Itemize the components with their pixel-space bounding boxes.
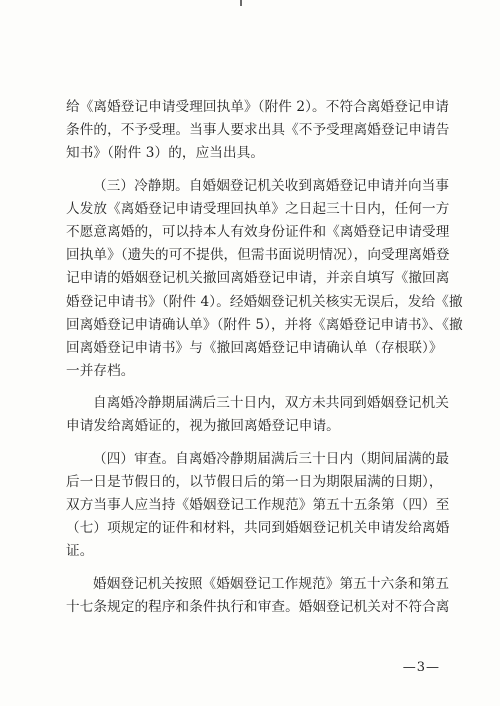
- text-line: 自离婚冷静期届满后三十日内，双方未共同到婚姻登记机关: [93, 395, 450, 412]
- text-line: 条件的，不予受理。当事人要求出具《不予受理离婚登记申请告: [66, 122, 450, 139]
- text-line: 婚姻登记机关按照《婚姻登记工作规范》第五十六条和第五: [93, 575, 450, 592]
- text-line: 婚登记申请书》（附件 4）。经婚姻登记机关核实无误后，发给《撤: [66, 293, 463, 310]
- text-line: 知书》（附件 3）的，应当出具。: [66, 145, 265, 162]
- text-line: 一并存档。: [66, 363, 135, 380]
- text-line: （七）项规定的证件和材料，共同到婚姻登记机关申请发给离婚: [66, 520, 450, 537]
- text-line: （四）审查。自离婚冷静期届满后三十日内（期间届满的最: [93, 450, 450, 467]
- text-line: 双方当事人应当持《婚姻登记工作规范》第五十五条第（四）至: [66, 497, 450, 513]
- text-line: 十七条规定的程序和条件执行和审查。婚姻登记机关对不符合离: [66, 598, 450, 615]
- text-line: 证。: [66, 543, 94, 560]
- binding-mark: [240, 0, 242, 6]
- text-line: 后一日是节假日的，以节假日后的第一日为期限届满的日期），: [66, 473, 443, 490]
- body-text: [66, 96, 463, 619]
- paragraph-gap: [66, 439, 444, 448]
- text-line: 不愿意离婚的，可以持本人有效身份证件和《离婚登记申请受理: [66, 223, 450, 240]
- text-line: 回离婚登记申请书》与《撤回离婚登记申请确认单（存根联）》: [66, 339, 443, 356]
- text-line: 回离婚登记申请确认单》（附件 5），并将《离婚登记申请书》、《撤: [66, 316, 463, 333]
- text-line: 申请发给离婚证的，视为撤回离婚登记申请。: [66, 418, 340, 435]
- text-line: 记申请的婚姻登记机关撤回离婚登记申请，并亲自填写《撤回离: [66, 270, 450, 287]
- text-line: 人发放《离婚登记申请受理回执单》之日起三十日内，任何一方: [66, 200, 450, 217]
- text-line: 回执单》（遗失的可不提供，但需书面说明情况），向受理离婚登: [66, 247, 450, 264]
- paragraph-gap: [66, 564, 444, 573]
- text-line: 给《离婚登记申请受理回执单》（附件 2）。不符合离婚登记申请: [66, 99, 449, 115]
- page-number: —3—: [402, 660, 440, 675]
- text-line: （三）冷静期。自婚姻登记机关收到离婚登记申请并向当事: [93, 177, 450, 194]
- paragraph-gap: [66, 166, 444, 175]
- paragraph-gap: [66, 383, 444, 392]
